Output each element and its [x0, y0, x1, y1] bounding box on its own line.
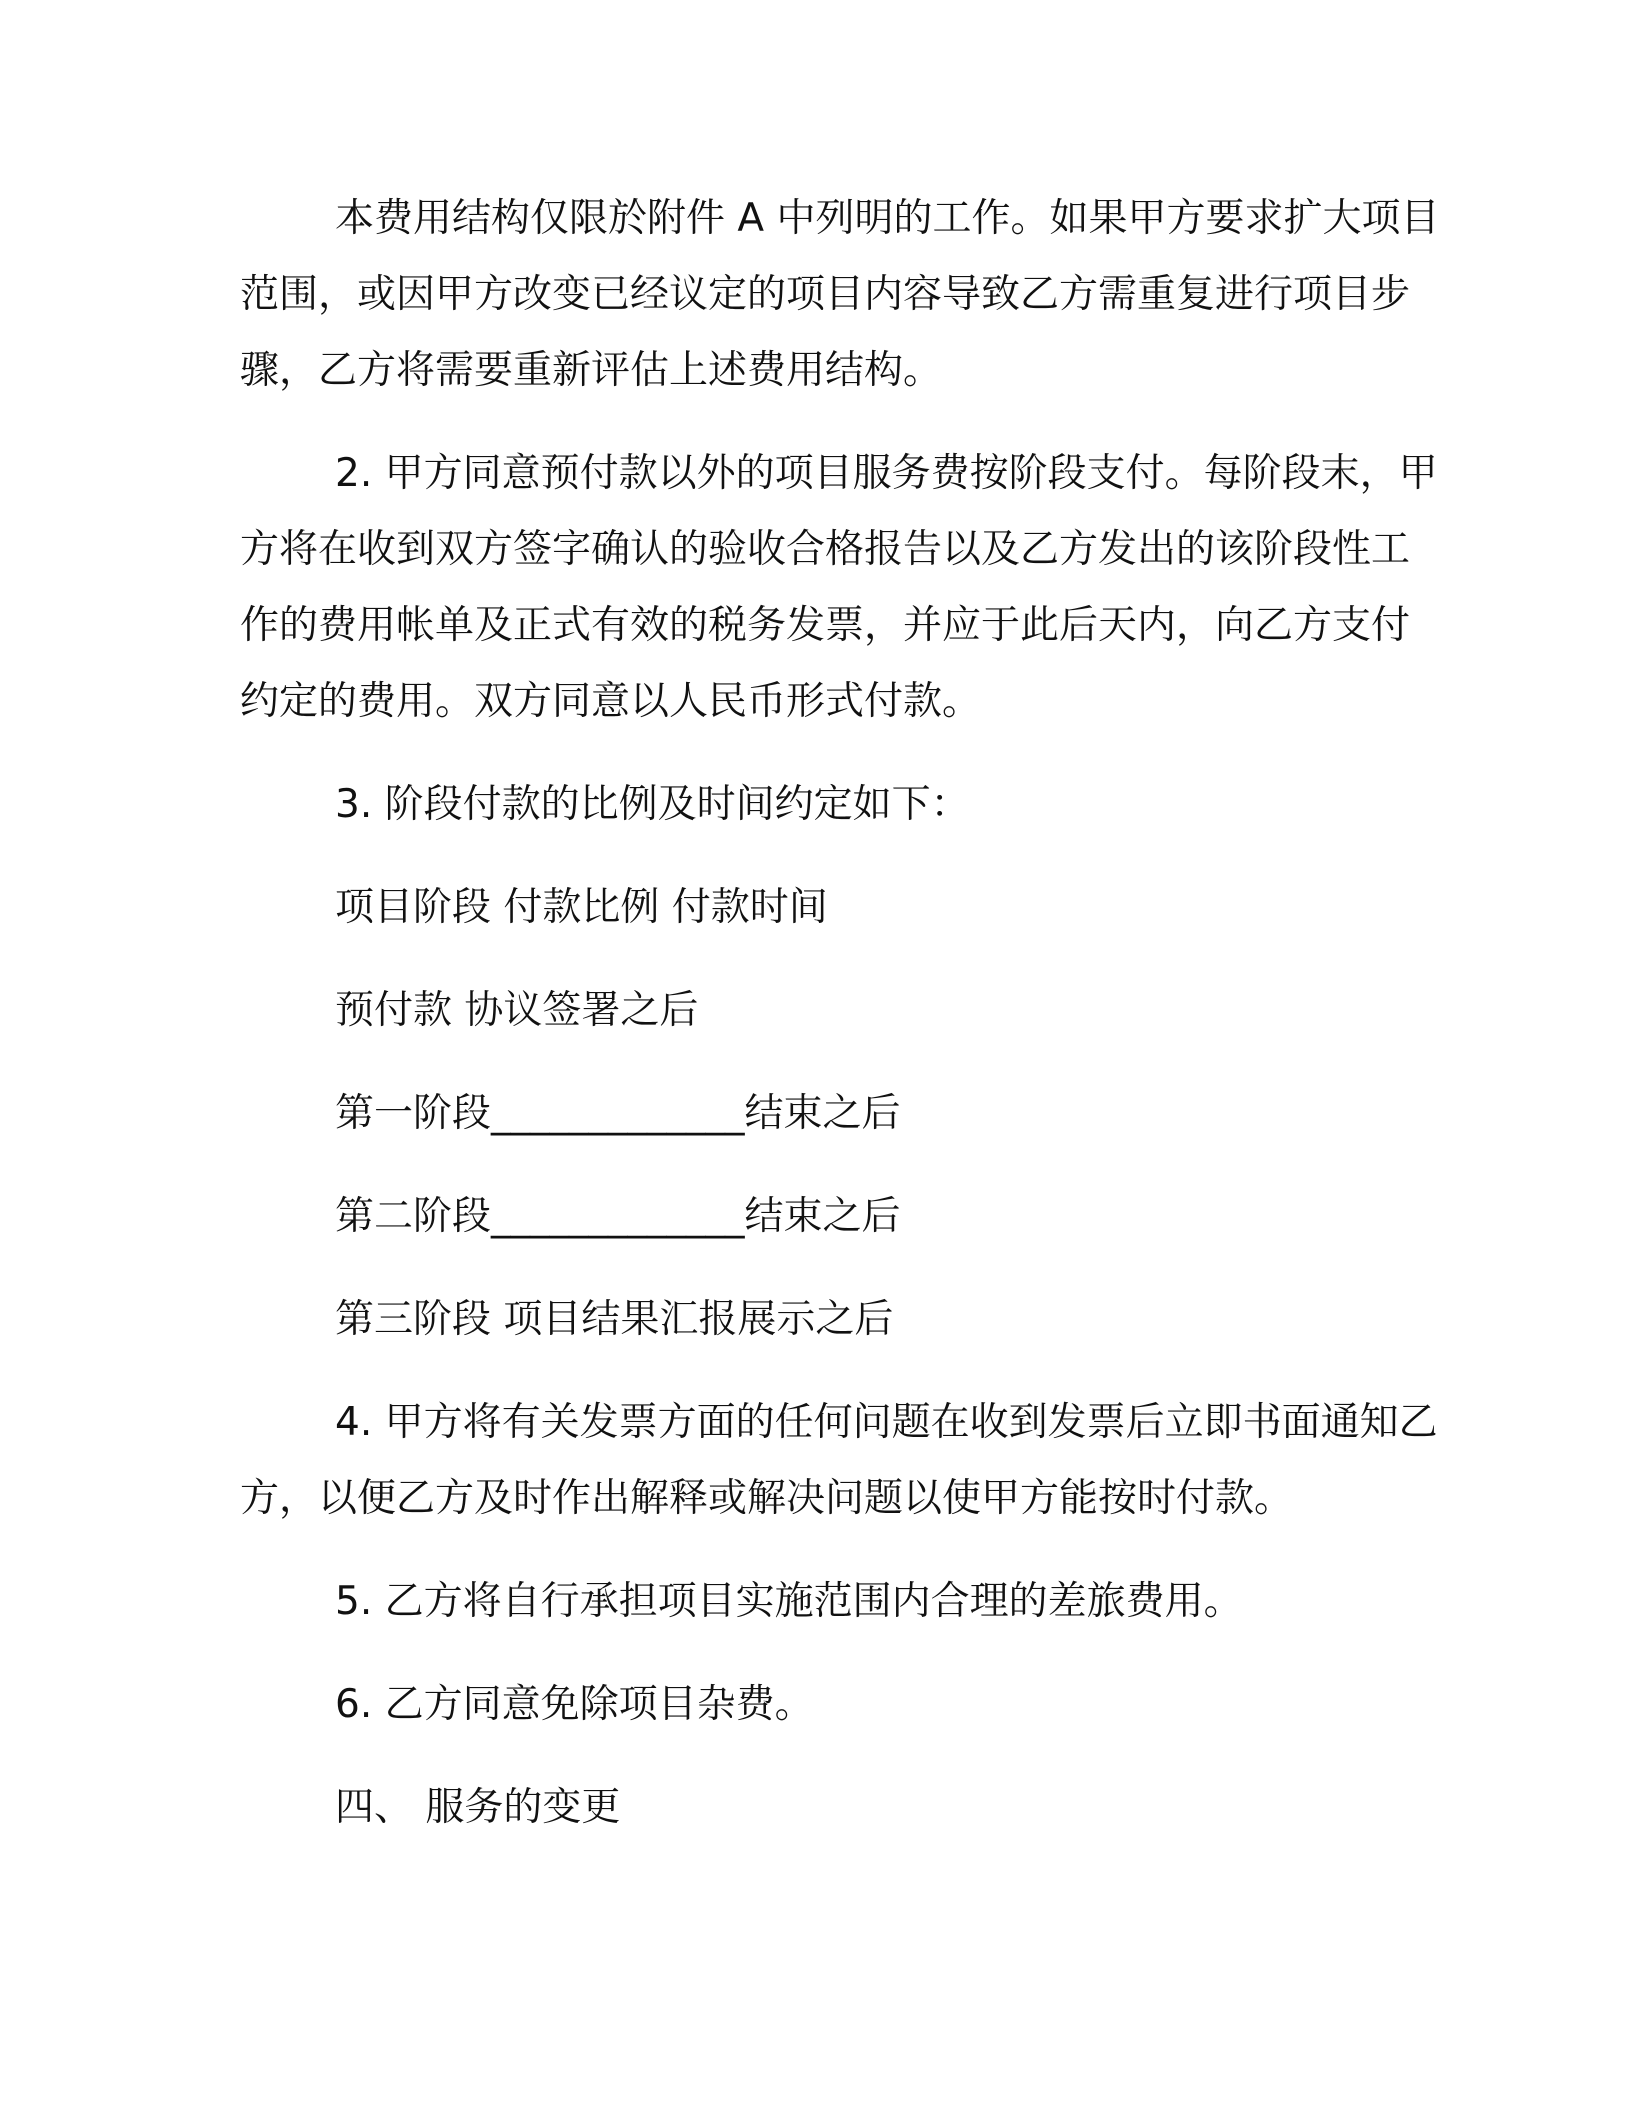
clause-3: 3. 阶段付款的比例及时间约定如下：: [335, 782, 970, 827]
payment-table-header: 项目阶段 付款比例 付款时间: [335, 885, 828, 930]
clause-2-line-3: 作的费用帐单及正式有效的税务发票，并应于此后天内，向乙方支付: [240, 603, 1411, 648]
paragraph-line-2: 范围，或因甲方改变已经议定的项目内容导致乙方需重复进行项目步: [240, 272, 1411, 317]
clause-4-line-2: 方，以便乙方及时作出解释或解决问题以使甲方能按时付款。: [240, 1476, 1294, 1521]
clause-2-line-4: 约定的费用。双方同意以人民币形式付款。: [240, 679, 982, 724]
clause-5: 5. 乙方将自行承担项目实施范围内合理的差旅费用。: [335, 1579, 1243, 1624]
payment-row-stage-1: 第一阶段_____________结束之后: [335, 1091, 901, 1136]
paragraph-line-3: 骤，乙方将需要重新评估上述费用结构。: [240, 348, 943, 393]
clause-2-line-1: 2. 甲方同意预付款以外的项目服务费按阶段支付。每阶段末，甲: [335, 451, 1438, 496]
section-heading-service-change: 四、 服务的变更: [335, 1785, 621, 1830]
payment-row-advance: 预付款 协议签署之后: [335, 988, 699, 1033]
payment-row-stage-3: 第三阶段 项目结果汇报展示之后: [335, 1297, 894, 1342]
clause-2-line-2: 方将在收到双方签字确认的验收合格报告以及乙方发出的该阶段性工: [240, 527, 1411, 572]
clause-6: 6. 乙方同意免除项目杂费。: [335, 1682, 814, 1727]
paragraph-line-1: 本费用结构仅限於附件 A 中列明的工作。如果甲方要求扩大项目: [335, 196, 1440, 241]
payment-row-stage-2: 第二阶段_____________结束之后: [335, 1194, 901, 1239]
clause-4-line-1: 4. 甲方将有关发票方面的任何问题在收到发票后立即书面通知乙: [335, 1400, 1438, 1445]
